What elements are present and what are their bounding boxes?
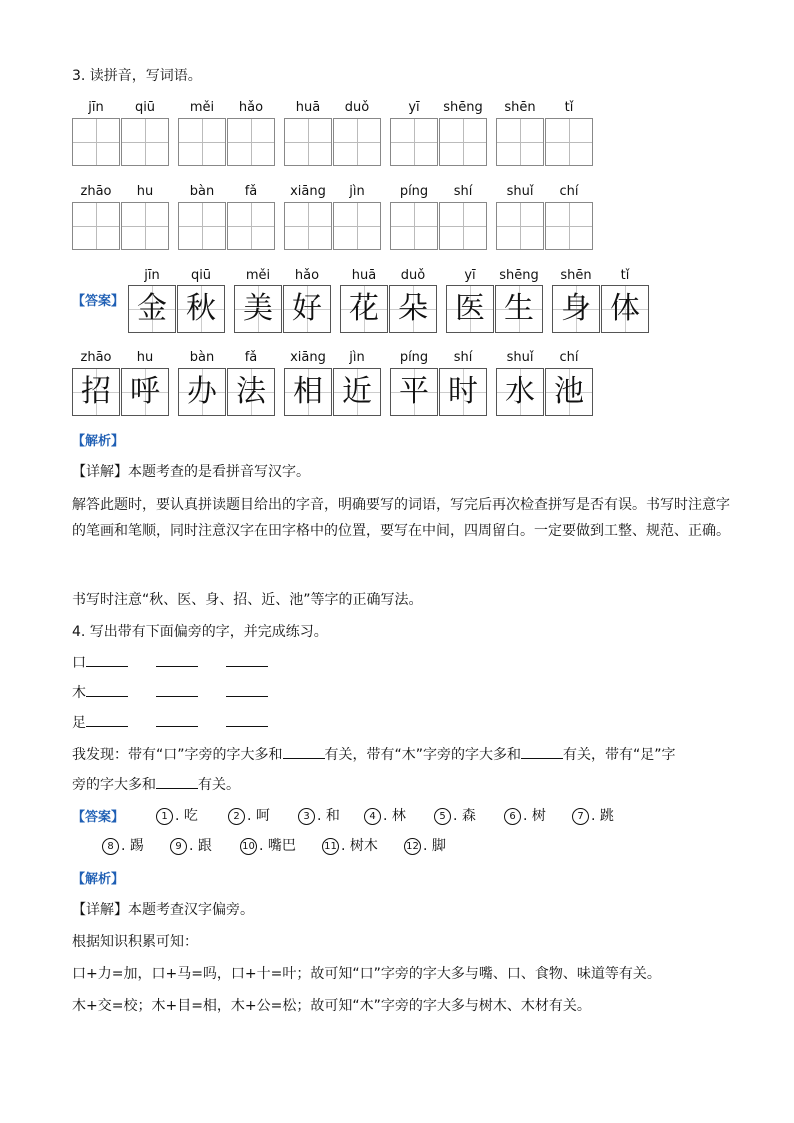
radical-row-2 (72, 682, 268, 703)
answer-label: 【答案】 (72, 294, 125, 309)
discover-text: 有关，带有“木”字旁的字大多和 (324, 747, 522, 763)
answer-text: 跟 (197, 838, 212, 854)
pinyin: chí (559, 350, 579, 365)
answer-cell: 办 (178, 368, 226, 416)
answer-text: 呵 (255, 808, 270, 824)
blank[interactable] (86, 652, 128, 667)
answer-item: 5 . 森 (434, 806, 476, 826)
blank[interactable] (156, 652, 198, 667)
blank[interactable] (156, 682, 198, 697)
pinyin: shēng (499, 268, 539, 283)
radical-zu: 足 (72, 715, 86, 731)
pinyin: duǒ (400, 268, 426, 283)
answer-cell: 秋 (177, 285, 225, 333)
answer-cell: 招 (72, 368, 120, 416)
radical-mu: 木 (72, 685, 86, 701)
pinyin: bàn (189, 184, 215, 199)
discover-text: 有关。 (198, 777, 240, 793)
answer-number: 5 (434, 808, 451, 825)
answer-cell: 美 (234, 285, 282, 333)
q4-detail (72, 900, 254, 920)
q3-detail (72, 462, 310, 482)
pinyin: píng (399, 184, 429, 199)
q4-title: 4. 写出带有下面偏旁的字，并完成练习。 (72, 624, 328, 640)
answer-text: 树木 (349, 838, 378, 854)
pinyin: jìn (349, 350, 365, 365)
answer-text: 和 (325, 808, 340, 824)
pinyin: měi (245, 268, 271, 283)
pinyin: shuǐ (506, 350, 534, 365)
blank[interactable] (226, 682, 268, 697)
answer-item: 6 . 树 (504, 806, 546, 826)
answer-item: 10 . 嘴巴 (240, 836, 296, 856)
answer-text: 脚 (431, 838, 446, 854)
pinyin: qiū (134, 100, 156, 115)
pinyin: fǎ (244, 350, 258, 365)
answer-number: 11 (322, 838, 339, 855)
answer-cell: 水 (496, 368, 544, 416)
answer-text: 森 (461, 808, 476, 824)
q3-title: 3. 读拼音，写词语。 (72, 68, 202, 84)
writing-cell[interactable] (227, 202, 275, 250)
writing-cell[interactable] (72, 202, 120, 250)
detail-label: 【详解】 (72, 902, 128, 918)
pinyin: shuǐ (506, 184, 534, 199)
pinyin: yī (464, 268, 476, 283)
writing-cell[interactable] (284, 118, 332, 166)
writing-cell[interactable] (439, 202, 487, 250)
blank[interactable] (226, 652, 268, 667)
pinyin: shēn (504, 100, 536, 115)
writing-cell[interactable] (121, 202, 169, 250)
answer-number: 4 (364, 808, 381, 825)
answer-number: 9 (170, 838, 187, 855)
pinyin: hǎo (294, 268, 320, 283)
answer-item: 2 . 呵 (228, 806, 270, 826)
answer-cell: 金 (128, 285, 176, 333)
answer-cell: 好 (283, 285, 331, 333)
answer-number: 2 (228, 808, 245, 825)
detail-label: 【详解】 (72, 464, 128, 480)
answer-item: 3 . 和 (298, 806, 340, 826)
q3-para1: 解答此题时，要认真拼读题目给出的字音，明确要写的词语，写完后再次检查拼写是否有误。书写时注意字的笔画和笔顺，同时注意汉字在田字格中的位置，要写在中间，四周留白。一定要做到工整、规范、正确。 (72, 497, 730, 539)
discover-text: 我发现：带有“口”字旁的字大多和 (72, 747, 283, 763)
answer-text: 林 (391, 808, 406, 824)
writing-cell[interactable] (496, 118, 544, 166)
answer-item: 8 . 踢 (102, 836, 144, 856)
answer-label: 【答案】 (72, 810, 125, 825)
writing-cell[interactable] (178, 118, 226, 166)
answer-cell: 法 (227, 368, 275, 416)
answer-item: 11 . 树木 (322, 836, 378, 856)
radical-row-1 (72, 652, 268, 673)
discover-line-2 (72, 774, 240, 795)
answer-cell: 相 (284, 368, 332, 416)
pinyin: hu (136, 350, 154, 365)
answer-cell: 平 (390, 368, 438, 416)
pinyin: tǐ (620, 268, 630, 283)
answer-text: 踢 (129, 838, 144, 854)
radical-row-3 (72, 712, 268, 733)
writing-cell[interactable] (333, 118, 381, 166)
analysis-label: 【解析】 (72, 434, 125, 449)
answer-item: 7 . 跳 (572, 806, 614, 826)
pinyin: chí (559, 184, 579, 199)
detail-text: 本题考查的是看拼音写汉字。 (128, 464, 310, 480)
pinyin: yī (408, 100, 420, 115)
pinyin: zhāo (80, 184, 112, 199)
pinyin: shēng (443, 100, 483, 115)
answer-number: 12 (404, 838, 421, 855)
answer-number: 10 (240, 838, 257, 855)
blank[interactable] (283, 744, 325, 759)
pinyin: zhāo (80, 350, 112, 365)
blank[interactable] (86, 682, 128, 697)
answer-item: 9 . 跟 (170, 836, 212, 856)
answer-number: 1 (156, 808, 173, 825)
writing-cell[interactable] (545, 118, 593, 166)
pinyin: jīn (144, 268, 160, 283)
writing-cell[interactable] (284, 202, 332, 250)
pinyin: jīn (88, 100, 104, 115)
pinyin: bàn (189, 350, 215, 365)
answer-item: 4 . 林 (364, 806, 406, 826)
writing-cell[interactable] (333, 202, 381, 250)
pinyin: hu (136, 184, 154, 199)
pinyin: xiāng (290, 184, 326, 199)
answer-cell: 医 (446, 285, 494, 333)
answer-number: 6 (504, 808, 521, 825)
blank[interactable] (156, 712, 198, 727)
pinyin: qiū (190, 268, 212, 283)
pinyin: hǎo (238, 100, 264, 115)
writing-cell[interactable] (545, 202, 593, 250)
answer-cell: 体 (601, 285, 649, 333)
writing-cell[interactable] (227, 118, 275, 166)
writing-cell[interactable] (390, 118, 438, 166)
answer-cell: 身 (552, 285, 600, 333)
pinyin: píng (399, 350, 429, 365)
pinyin: shí (453, 350, 473, 365)
pinyin: shēn (560, 268, 592, 283)
answer-cell: 花 (340, 285, 388, 333)
pinyin: tǐ (564, 100, 574, 115)
answer-number: 3 (298, 808, 315, 825)
answer-text: 树 (531, 808, 546, 824)
detail-text: 本题考查汉字偏旁。 (128, 902, 254, 918)
answer-text: 吃 (183, 808, 198, 824)
discover-line-1 (72, 744, 676, 765)
q4-line2: 口+力=加，口+马=吗，口+十=叶；故可知“口”字旁的字大多与嘴、口、食物、味道等有关。 (72, 966, 661, 982)
pinyin: huā (351, 268, 377, 283)
answer-text: 跳 (599, 808, 614, 824)
writing-cell[interactable] (390, 202, 438, 250)
answer-item: 1 . 吃 (156, 806, 198, 826)
pinyin: xiāng (290, 350, 326, 365)
answer-cell: 呼 (121, 368, 169, 416)
pinyin: fǎ (244, 184, 258, 199)
writing-cell[interactable] (439, 118, 487, 166)
answer-text: 嘴巴 (267, 838, 296, 854)
blank[interactable] (86, 712, 128, 727)
blank[interactable] (226, 712, 268, 727)
q3-para2: 书写时注意“秋、医、身、招、近、池”等字的正确写法。 (72, 592, 423, 608)
writing-cell[interactable] (72, 118, 120, 166)
blank[interactable] (156, 774, 198, 789)
answer-cell: 时 (439, 368, 487, 416)
q4-line3: 木+交=校；木+目=相，木+公=松；故可知“木”字旁的字大多与树木、木材有关。 (72, 998, 591, 1014)
writing-cell[interactable] (121, 118, 169, 166)
answer-cell: 近 (333, 368, 381, 416)
answer-cell: 池 (545, 368, 593, 416)
writing-cell[interactable] (178, 202, 226, 250)
analysis-label: 【解析】 (72, 872, 125, 887)
q4-line1: 根据知识积累可知： (72, 934, 198, 950)
discover-text: 旁的字大多和 (72, 777, 156, 793)
radical-kou: 口 (72, 655, 86, 671)
discover-text: 有关，带有“足”字 (563, 747, 676, 763)
answer-number: 8 (102, 838, 119, 855)
answer-cell: 朵 (389, 285, 437, 333)
answer-number: 7 (572, 808, 589, 825)
answer-item: 12 . 脚 (404, 836, 446, 856)
pinyin: huā (295, 100, 321, 115)
writing-cell[interactable] (496, 202, 544, 250)
pinyin: měi (189, 100, 215, 115)
blank[interactable] (521, 744, 563, 759)
pinyin: duǒ (344, 100, 370, 115)
answer-cell: 生 (495, 285, 543, 333)
pinyin: jìn (349, 184, 365, 199)
pinyin: shí (453, 184, 473, 199)
